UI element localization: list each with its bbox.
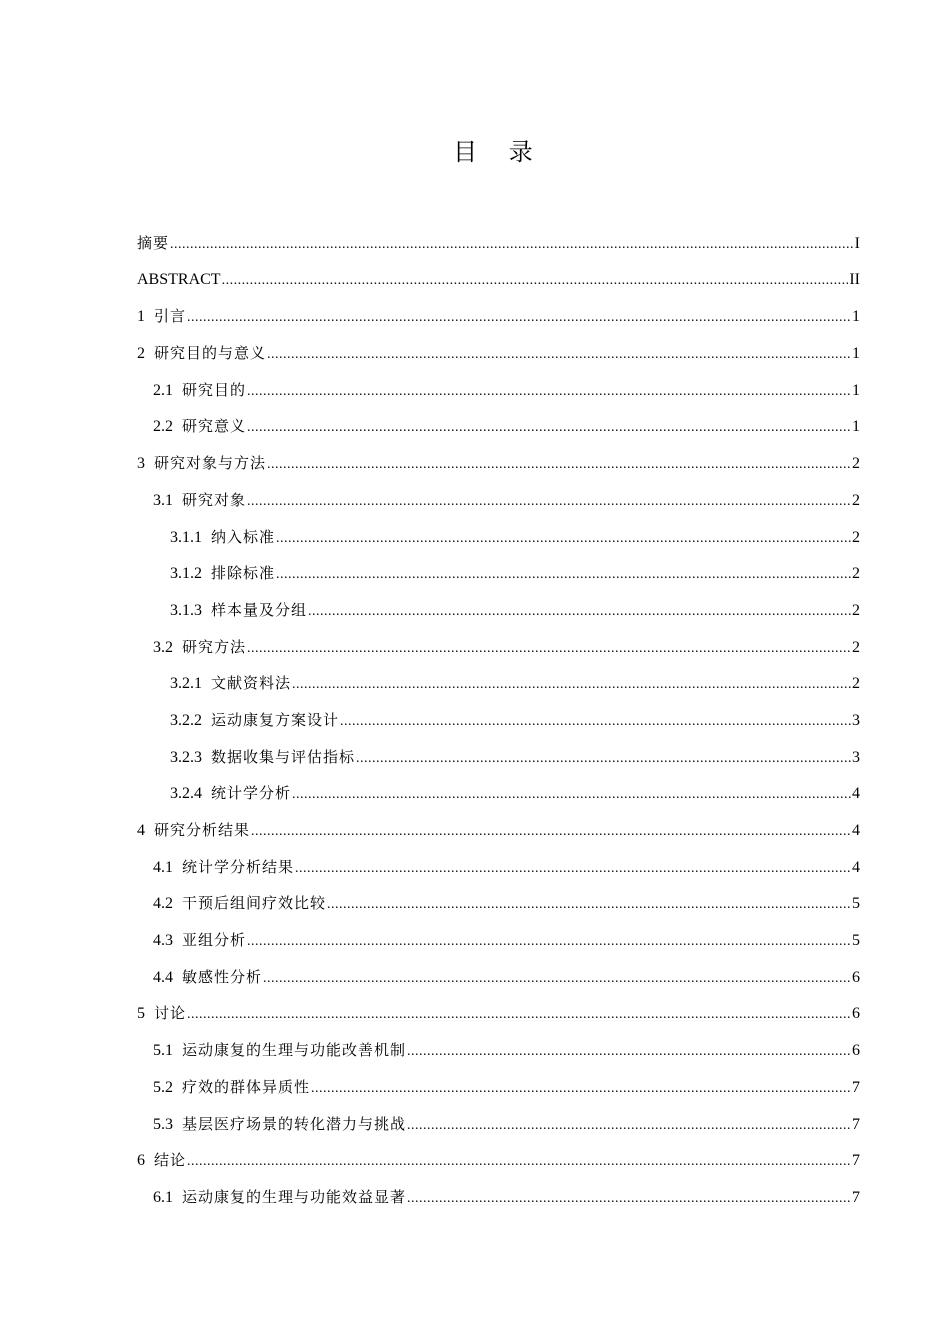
toc-dot-leader — [407, 1112, 851, 1140]
toc-page-number: 1 — [852, 308, 860, 326]
toc-dot-leader — [340, 708, 851, 736]
toc-entry-title: 研究目的与意义 — [154, 344, 267, 363]
toc-entry[interactable] — [137, 302, 860, 339]
toc-dot-leader — [187, 304, 851, 332]
toc-entry-number: 3.2 — [153, 638, 173, 656]
toc-entry-title: 统计学分析结果 — [182, 857, 295, 876]
toc-entry-number: 3.2.2 — [170, 711, 202, 729]
toc-entry-label — [170, 743, 355, 772]
toc-page-number: 6 — [852, 968, 860, 986]
toc-dot-leader — [295, 855, 851, 883]
toc-entry-label — [170, 706, 339, 735]
toc-entry-number: 4.2 — [153, 895, 173, 913]
toc-entry-title: 研究目的 — [182, 380, 247, 399]
toc-page-number: 3 — [852, 711, 860, 729]
toc-entry[interactable] — [137, 1110, 860, 1147]
toc-dot-leader — [356, 745, 851, 773]
toc-entry[interactable] — [137, 1183, 860, 1220]
toc-entry-label — [153, 1073, 310, 1102]
toc-page-number: 2 — [852, 565, 860, 583]
toc-entry-label — [153, 412, 246, 441]
toc-entry-number: 4.4 — [153, 968, 173, 986]
toc-entry[interactable] — [137, 779, 860, 816]
toc-entry[interactable] — [137, 266, 860, 303]
toc-dot-leader — [308, 598, 851, 626]
toc-entry-number: 3.2.3 — [170, 748, 202, 766]
toc-entry-number: 5 — [137, 1005, 145, 1023]
toc-entry-title: 结论 — [154, 1151, 187, 1170]
toc-entry-title: 样本量及分组 — [211, 600, 308, 619]
toc-page-number: 5 — [852, 932, 860, 950]
toc-entry-label — [153, 376, 246, 405]
toc-dot-leader — [247, 635, 851, 663]
toc-page-number: 2 — [852, 455, 860, 473]
toc-entry[interactable] — [137, 743, 860, 780]
toc-entry-label — [137, 449, 266, 478]
toc-entry-title: ABSTRACT — [137, 270, 221, 288]
toc-entry[interactable] — [137, 963, 860, 1000]
toc-entry-title: 基层医疗场景的转化潜力与挑战 — [182, 1114, 407, 1133]
toc-entry-number: 3.1.1 — [170, 528, 202, 546]
toc-entry-title: 疗效的群体异质性 — [182, 1077, 311, 1096]
toc-entry[interactable] — [137, 486, 860, 523]
toc-entry-number: 4 — [137, 822, 145, 839]
toc-page-number: 2 — [852, 528, 860, 546]
toc-page-number: 2 — [852, 491, 860, 509]
toc-entry-number: 2 — [137, 345, 145, 363]
toc-entry-label — [137, 302, 186, 331]
toc-entry[interactable] — [137, 1036, 860, 1073]
toc-entry-title: 纳入标准 — [211, 527, 276, 546]
toc-entry-label — [137, 999, 186, 1028]
toc-page-number: 2 — [852, 601, 860, 619]
toc-entry-number: 5.1 — [153, 1042, 173, 1060]
toc-entry-number: 3.1.3 — [170, 601, 202, 619]
toc-entry[interactable] — [137, 669, 860, 706]
toc-entry-title: 亚组分析 — [182, 931, 247, 950]
toc-dot-leader — [187, 1001, 851, 1029]
toc-entry-label — [137, 229, 169, 258]
toc-dot-leader — [247, 928, 851, 956]
toc-entry[interactable] — [137, 853, 860, 890]
toc-entry-title: 运动康复方案设计 — [211, 710, 340, 729]
table-of-contents — [137, 229, 860, 1220]
toc-dot-leader — [407, 1185, 851, 1213]
toc-page-number: 7 — [852, 1188, 860, 1206]
toc-entry-title: 文献资料法 — [211, 674, 292, 693]
toc-page-number: 7 — [852, 1152, 860, 1170]
toc-entry-number: 3.2.1 — [170, 675, 202, 693]
toc-entry-label — [137, 339, 266, 368]
toc-entry-title: 运动康复的生理与功能效益显著 — [182, 1187, 407, 1206]
toc-entry-number: 2.2 — [153, 418, 173, 436]
toc-dot-leader — [187, 1148, 851, 1176]
toc-page-number: 6 — [852, 1042, 860, 1060]
toc-entry[interactable] — [137, 706, 860, 743]
toc-entry-number: 3.2.4 — [170, 785, 202, 803]
toc-page-number: 4 — [852, 822, 860, 839]
toc-entry[interactable] — [137, 1073, 860, 1110]
toc-entry[interactable] — [137, 412, 860, 449]
toc-entry-number: 3.1.2 — [170, 565, 202, 583]
toc-dot-leader — [222, 267, 849, 295]
toc-dot-leader — [276, 561, 851, 589]
toc-entry-number: 5.3 — [153, 1115, 173, 1133]
toc-entry-label — [153, 853, 294, 882]
toc-page-number: II — [849, 270, 860, 288]
toc-entry-label — [137, 266, 221, 294]
toc-dot-leader — [276, 525, 851, 553]
toc-entry-number: 2.1 — [153, 381, 173, 399]
toc-entry-label — [153, 1183, 406, 1212]
toc-dot-leader — [263, 965, 851, 993]
toc-entry-title: 摘要 — [137, 234, 170, 252]
toc-page-number: 7 — [852, 1078, 860, 1096]
toc-entry-title: 运动康复的生理与功能改善机制 — [182, 1041, 407, 1060]
toc-entry[interactable] — [137, 926, 860, 963]
toc-entry-title: 研究分析结果 — [154, 821, 251, 839]
page-title: 目 录 — [453, 138, 545, 166]
toc-entry-number: 3 — [137, 455, 145, 473]
toc-entry[interactable] — [137, 339, 860, 376]
toc-entry-number: 4.1 — [153, 858, 173, 876]
toc-entry-label — [170, 596, 307, 625]
toc-dot-leader — [251, 818, 851, 846]
toc-entry-title: 排除标准 — [211, 564, 276, 583]
toc-page-number: 7 — [852, 1115, 860, 1133]
toc-entry-title: 研究对象 — [182, 490, 247, 509]
toc-entry[interactable] — [137, 816, 860, 853]
toc-entry-label — [170, 669, 291, 698]
toc-entry-number: 3.1 — [153, 491, 173, 509]
toc-page-number: 4 — [852, 858, 860, 876]
toc-dot-leader — [267, 451, 851, 479]
toc-entry-title: 研究方法 — [182, 637, 247, 656]
toc-entry-label — [153, 486, 246, 515]
toc-entry[interactable] — [137, 559, 860, 596]
toc-dot-leader — [247, 378, 851, 406]
toc-entry-number: 1 — [137, 308, 145, 326]
toc-entry-title: 统计学分析 — [211, 784, 292, 803]
toc-entry-title: 敏感性分析 — [182, 967, 263, 986]
toc-entry-number: 6 — [137, 1152, 145, 1170]
toc-entry-label — [170, 779, 291, 808]
toc-entry[interactable] — [137, 449, 860, 486]
toc-entry-label — [153, 963, 262, 992]
toc-page-number: 6 — [852, 1005, 860, 1023]
toc-entry[interactable] — [137, 889, 860, 926]
toc-page-number: 1 — [852, 381, 860, 399]
toc-dot-leader — [311, 1075, 851, 1103]
toc-page-number: 1 — [852, 418, 860, 436]
toc-entry[interactable] — [137, 1146, 860, 1183]
toc-entry-label — [153, 926, 246, 955]
toc-dot-leader — [292, 781, 851, 809]
toc-entry-label — [137, 1146, 186, 1175]
toc-page-number: 2 — [852, 675, 860, 693]
toc-dot-leader — [327, 891, 851, 919]
toc-dot-leader — [267, 341, 851, 369]
toc-page-number: 3 — [852, 748, 860, 766]
toc-entry-title: 讨论 — [154, 1004, 187, 1023]
toc-entry-title: 研究意义 — [182, 417, 247, 436]
toc-entry-label — [137, 816, 250, 845]
toc-entry-title: 数据收集与评估指标 — [211, 747, 356, 766]
toc-entry-label — [153, 1036, 406, 1065]
toc-dot-leader — [247, 488, 851, 516]
toc-page-number: 4 — [852, 785, 860, 803]
toc-page-number: 1 — [852, 345, 860, 363]
toc-dot-leader — [407, 1038, 851, 1066]
toc-entry-label — [153, 889, 326, 918]
toc-entry-title: 研究对象与方法 — [154, 454, 267, 473]
toc-entry[interactable] — [137, 596, 860, 633]
toc-entry-label — [153, 633, 246, 662]
toc-dot-leader — [170, 231, 854, 259]
toc-entry[interactable] — [137, 229, 860, 266]
toc-entry-title: 干预后组间疗效比较 — [182, 894, 327, 913]
toc-entry-title: 引言 — [154, 307, 187, 326]
toc-entry-label — [153, 1110, 406, 1139]
toc-entry[interactable] — [137, 376, 860, 413]
toc-entry[interactable] — [137, 633, 860, 670]
toc-entry[interactable] — [137, 999, 860, 1036]
toc-entry-number: 4.3 — [153, 932, 173, 950]
toc-dot-leader — [292, 671, 851, 699]
toc-entry-number: 5.2 — [153, 1078, 173, 1096]
toc-page-number: I — [854, 235, 860, 252]
toc-dot-leader — [247, 414, 851, 442]
toc-entry-number: 6.1 — [153, 1188, 173, 1206]
toc-entry-label — [170, 559, 275, 588]
toc-page-number: 2 — [852, 638, 860, 656]
toc-page-number: 5 — [852, 895, 860, 913]
toc-entry[interactable] — [137, 523, 860, 560]
toc-entry-label — [170, 523, 275, 552]
